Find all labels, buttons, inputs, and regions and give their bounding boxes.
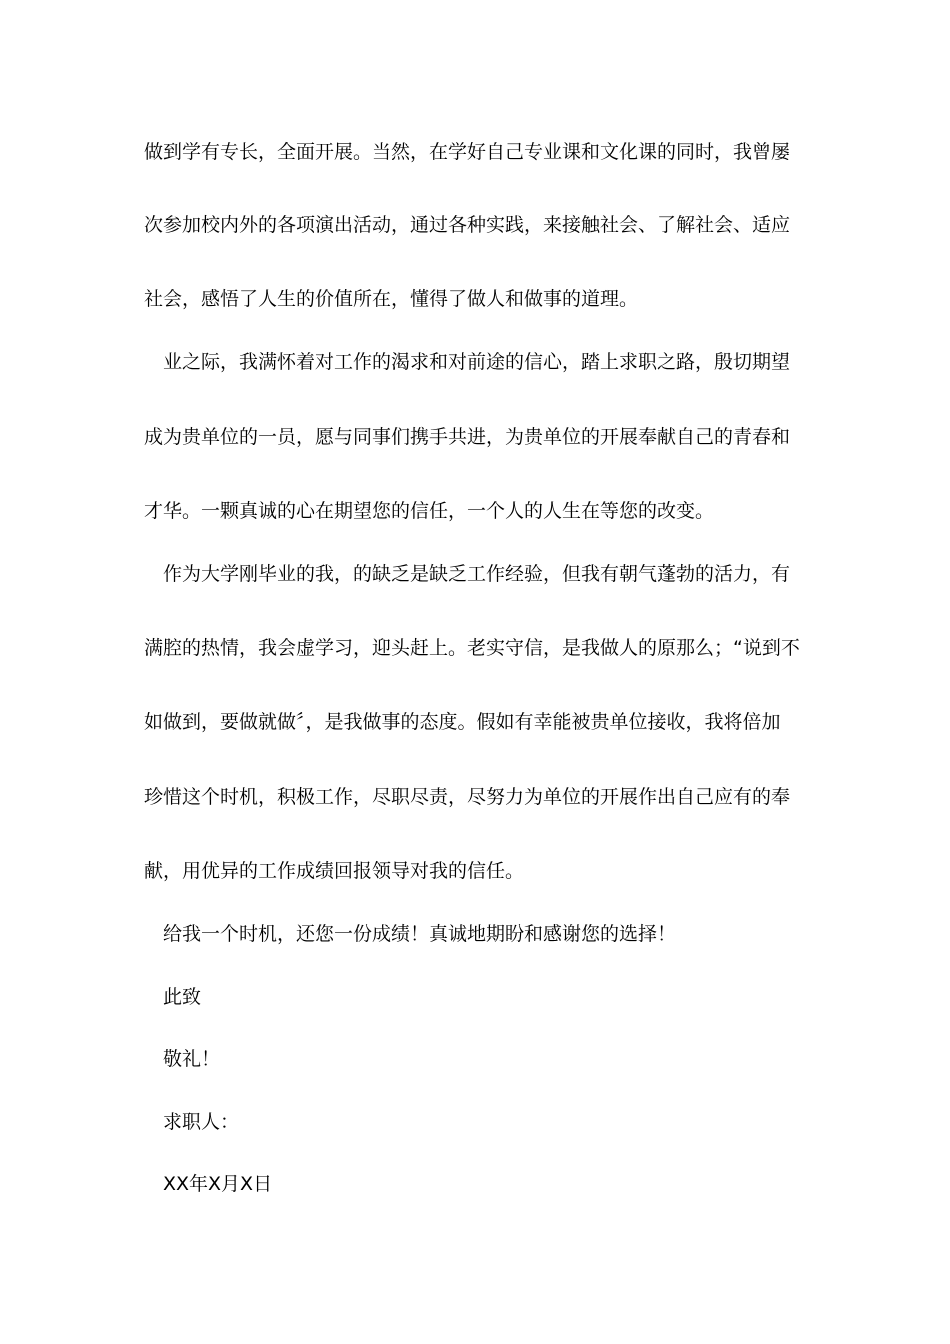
closing-regards: 敬礼！	[163, 1048, 221, 1070]
signature-label: 求职人：	[163, 1111, 240, 1133]
date-line: XX年X月X日	[163, 1173, 273, 1195]
paragraph-3-line-2: 满腔的热情，我会虚学习，迎头赶上。老实守信，是我做人的原那么；“说到不	[144, 637, 800, 659]
paragraph-1-line-1: 做到学有专长，全面开展。当然，在学好自己专业课和文化课的同时，我曾屡	[144, 141, 791, 163]
paragraph-2-line-2: 成为贵单位的一员，愿与同事们携手共进，为贵单位的开展奉献自己的青春和	[144, 426, 791, 448]
paragraph-2-line-1: 业之际，我满怀着对工作的渴求和对前途的信心，踏上求职之路，殷切期望	[163, 351, 791, 373]
paragraph-3-line-5: 献，用优异的工作成绩回报领导对我的信任。	[144, 860, 525, 882]
paragraph-3-line-3: 如做到，要做就做〞，是我做事的态度。假如有幸能被贵单位接收，我将倍加	[144, 711, 781, 733]
paragraph-1-line-2: 次参加校内外的各项演出活动，通过各种实践，来接触社会、了解社会、适应	[144, 214, 791, 236]
paragraph-3-line-4: 珍惜这个时机，积极工作，尽职尽责，尽努力为单位的开展作出自己应有的奉	[144, 786, 791, 808]
closing-appeal: 给我一个时机，还您一份成绩！真诚地期盼和感谢您的选择！	[163, 923, 677, 945]
paragraph-1-line-3: 社会，感悟了人生的价值所在，懂得了做人和做事的道理。	[144, 288, 639, 310]
closing-salutation: 此致	[163, 986, 202, 1008]
paragraph-2-line-3: 才华。一颗真诚的心在期望您的信任，一个人的人生在等您的改变。	[144, 500, 715, 522]
paragraph-3-line-1: 作为大学刚毕业的我，的缺乏是缺乏工作经验，但我有朝气蓬勃的活力，有	[163, 563, 791, 585]
